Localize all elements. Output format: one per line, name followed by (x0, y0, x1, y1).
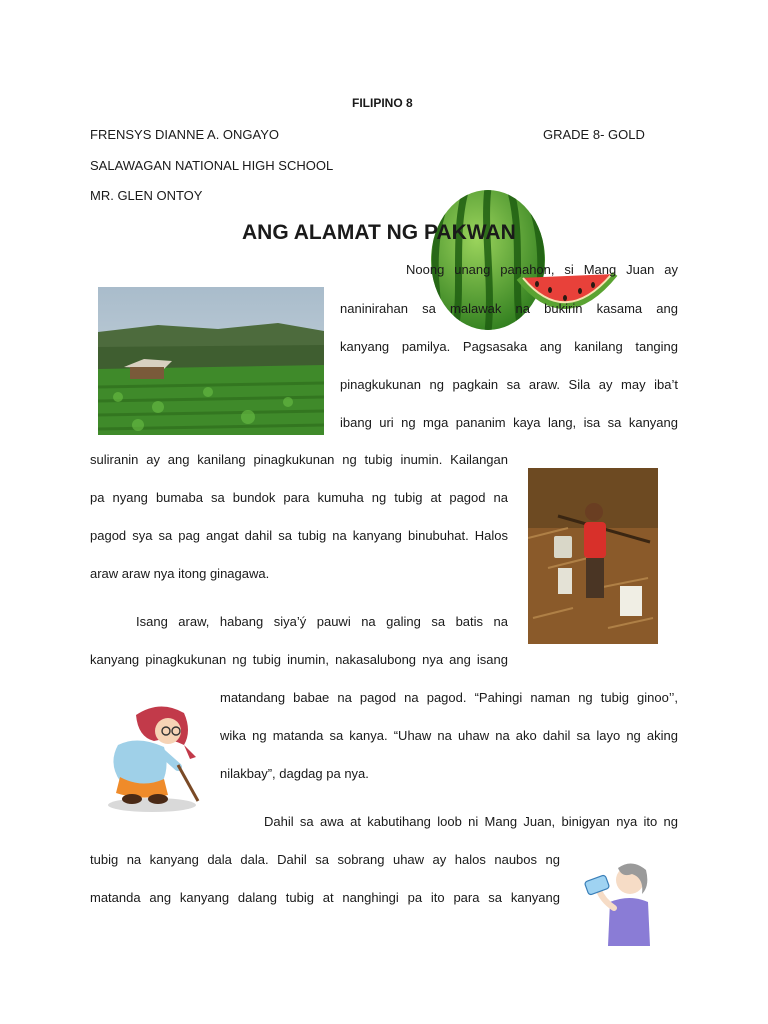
story-title: ANG ALAMAT NG PAKWAN (242, 221, 516, 244)
story-line: suliranin ay ang kanilang pinagkukunan ng tubig inumin. Kailangan (90, 452, 508, 467)
story-line: kanyang pamilya. Pagsasaka ang kanilang tanging (340, 339, 678, 354)
story-line: nilakbay”, dagdag pa nya. (220, 766, 369, 781)
grade-section: GRADE 8- GOLD (543, 127, 645, 142)
story-line: pagod sya sa pag angat dahil sa tubig na kanyang binubuhat. Halos (90, 528, 508, 543)
story-line: matanda ang kanyang dalang tubig at nanghingi pa ito para sa kanyang (90, 890, 560, 905)
school-name: SALAWAGAN NATIONAL HIGH SCHOOL (90, 158, 334, 173)
story-line: Noong unang panahon, si Mang Juan ay (406, 262, 678, 277)
person-drinking-cartoon (584, 860, 660, 948)
story-line: wika ng matanda sa kanya. “Uhaw na uhaw na ako dahil sa layo ng aking (220, 728, 678, 743)
story-line: naninirahan sa malawak na bukirin kasama ang (340, 301, 678, 316)
subject-heading: FILIPINO 8 (352, 96, 413, 110)
story-line: Dahil sa awa at kabutihang loob ni Mang Juan, binigyan nya ito ng (264, 814, 678, 829)
farm-field-image (98, 287, 324, 435)
story-line: pa nyang bumaba sa bundok para kumuha ng tubig at pagod na (90, 490, 508, 505)
water-carrier-image (528, 468, 658, 644)
story-line: tubig na kanyang dala dala. Dahil sa sobrang uhaw ay halos naubos ng (90, 852, 560, 867)
old-woman-cartoon (98, 697, 210, 815)
teacher-name: MR. GLEN ONTOY (90, 188, 203, 203)
story-line: Isang araw, habang siya’ý pauwi na galing sa batis na (136, 614, 508, 629)
story-line: matandang babae na pagod na pagod. “Pahingi naman ng tubig ginoo’’, (220, 690, 678, 705)
story-line: araw araw nya itong ginagawa. (90, 566, 270, 581)
story-line: ibang uri ng mga pananim kaya lang, isa sa kanyang (340, 415, 678, 430)
story-line: pinagkukunan ng pagkain sa araw. Sila ay may iba’t (340, 377, 678, 392)
story-line: kanyang pinagkukunan ng tubig inumin, nakasalubong nya ang isang (90, 652, 508, 667)
student-name: FRENSYS DIANNE A. ONGAYO (90, 127, 280, 142)
